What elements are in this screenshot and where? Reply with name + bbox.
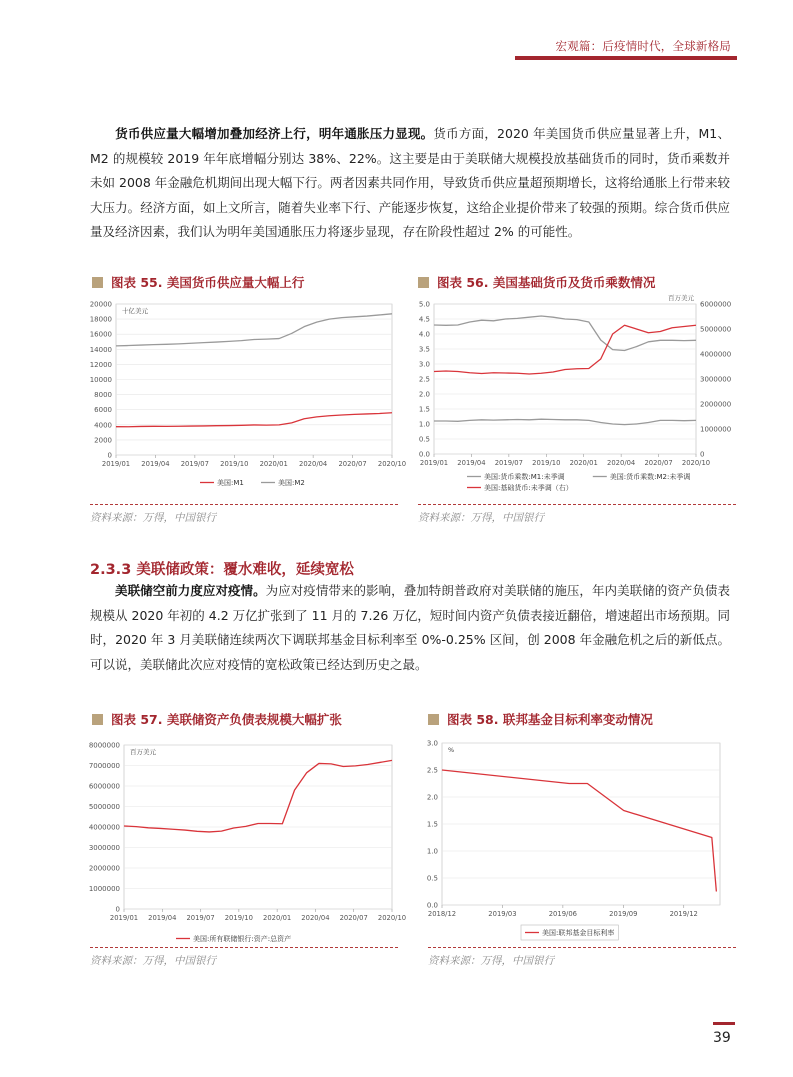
y-right-tick-label: 1000000 xyxy=(700,425,732,434)
y-tick-label: 14000 xyxy=(89,345,112,354)
figure-56-chart xyxy=(412,296,736,496)
figure-58-chart xyxy=(420,735,728,947)
figure-55-title-text: 图表 55. 美国货币供应量大幅上行 xyxy=(111,275,305,290)
unit-label: % xyxy=(448,746,455,754)
legend-label-1: 美国:货币乘数:M2:未季调 xyxy=(609,473,691,481)
x-tick-label: 2019/03 xyxy=(488,910,517,918)
x-tick-label: 2019/04 xyxy=(148,914,177,922)
y-right-tick-label: 4000000 xyxy=(700,350,732,359)
series-line-0 xyxy=(442,770,716,892)
y-tick-label: 3000000 xyxy=(88,844,120,852)
y-tick-label: 3.5 xyxy=(418,345,430,354)
x-tick-label: 2019/01 xyxy=(419,459,449,467)
legend-label-0: 美国:货币乘数:M1:未季调 xyxy=(484,473,565,481)
series-line-0 xyxy=(124,760,392,832)
y-tick-label: 2.5 xyxy=(426,766,438,775)
y-tick-label: 1.5 xyxy=(418,405,430,414)
x-tick-label: 2020/10 xyxy=(681,459,711,467)
y-tick-label: 6000000 xyxy=(88,782,120,791)
header-rule xyxy=(515,56,737,60)
y-tick-label: 10000 xyxy=(89,376,112,384)
figure-marker-icon xyxy=(92,714,103,725)
legend xyxy=(176,934,291,943)
legend-label-0: 美国:M1 xyxy=(217,479,244,487)
figure-57-chart xyxy=(88,735,407,947)
y-tick-label: 20000 xyxy=(89,300,112,309)
figure-58-title-text: 图表 58. 联邦基金目标利率变动情况 xyxy=(447,712,653,727)
legend xyxy=(200,478,305,487)
x-tick-label: 2019/10 xyxy=(220,460,249,468)
legend-label-2: 美国:基础货币:未季调（右） xyxy=(484,484,573,492)
y-tick-label: 2000 xyxy=(94,436,112,445)
figure-55-source: 资料来源：万得，中国银行 xyxy=(90,512,216,524)
y-tick-label: 0.0 xyxy=(418,450,430,459)
y-tick-label: 4000000 xyxy=(88,823,120,832)
y-tick-label: 6000 xyxy=(94,406,112,415)
figure-marker-icon xyxy=(418,277,429,288)
y-tick-label: 1.5 xyxy=(426,820,438,829)
x-tick-label: 2019/01 xyxy=(109,914,139,922)
y-tick-label: 5000000 xyxy=(88,803,120,811)
y-tick-label: 4.5 xyxy=(418,315,430,324)
x-tick-label: 2019/04 xyxy=(457,459,486,467)
page-number-bar xyxy=(713,1022,735,1025)
figure-58-source: 资料来源：万得，中国银行 xyxy=(428,955,554,967)
legend-label-0: 美国:联邦基金目标利率 xyxy=(542,929,615,937)
y-right-tick-label: 5000000 xyxy=(700,325,732,334)
legend xyxy=(467,472,690,492)
x-tick-label: 2019/09 xyxy=(609,910,638,918)
f56-svg xyxy=(412,296,736,496)
y-right-tick-label: 0 xyxy=(700,450,705,459)
y-right-tick-label: 6000000 xyxy=(700,300,732,309)
x-tick-label: 2019/10 xyxy=(224,914,253,922)
figure-56-source-rule xyxy=(418,504,736,505)
y-tick-label: 3.0 xyxy=(418,360,430,369)
series-line-1 xyxy=(434,316,696,351)
y-tick-label: 4.0 xyxy=(418,330,430,339)
x-tick-label: 2019/07 xyxy=(186,914,215,922)
y-tick-label: 18000 xyxy=(89,315,112,324)
y-tick-label: 1.0 xyxy=(418,420,430,429)
figure-55-source-rule xyxy=(90,504,398,505)
x-tick-label: 2020/07 xyxy=(644,459,673,467)
header-title: 宏观篇：后疫情时代，全球新格局 xyxy=(555,39,731,53)
y-tick-label: 0.5 xyxy=(426,874,438,883)
y-tick-label: 2.0 xyxy=(418,390,430,399)
y-tick-label: 8000 xyxy=(94,391,112,400)
y-tick-label: 0.5 xyxy=(418,435,430,444)
x-tick-label: 2020/10 xyxy=(377,914,407,922)
x-tick-label: 2020/04 xyxy=(299,460,328,468)
f58-svg xyxy=(420,735,728,947)
y-tick-label: 2000000 xyxy=(88,864,120,873)
y-tick-label: 1.0 xyxy=(426,847,438,856)
right-unit-label: 百万美元 xyxy=(668,294,694,302)
figure-55-chart xyxy=(88,296,407,491)
figure-56-source: 资料来源：万得，中国银行 xyxy=(418,512,544,524)
legend-label-1: 美国:M2 xyxy=(278,479,305,487)
unit-label: 百万美元 xyxy=(130,748,156,756)
y-tick-label: 7000000 xyxy=(88,762,120,770)
y-tick-label: 4000 xyxy=(94,421,112,430)
y-tick-label: 3.0 xyxy=(426,739,438,748)
y-right-tick-label: 3000000 xyxy=(700,375,732,384)
y-tick-label: 2.5 xyxy=(418,375,430,384)
figure-57-title xyxy=(92,710,342,728)
x-tick-label: 2020/07 xyxy=(339,914,368,922)
unit-label: 十亿美元 xyxy=(122,307,148,315)
figure-57-source: 资料来源：万得，中国银行 xyxy=(90,955,216,967)
y-tick-label: 0 xyxy=(115,905,120,914)
page-number: 39 xyxy=(713,1030,731,1046)
y-tick-label: 0 xyxy=(107,451,112,460)
section-heading: 2.3.3 美联储政策：覆水难收，延续宽松 xyxy=(90,562,354,578)
y-tick-label: 5.0 xyxy=(418,300,430,309)
x-tick-label: 2019/06 xyxy=(548,910,577,918)
figure-56-title xyxy=(418,273,655,291)
x-tick-label: 2018/12 xyxy=(427,910,457,918)
paragraph-2 xyxy=(90,579,730,677)
figure-58-title xyxy=(428,710,653,728)
figure-56-title-text: 图表 56. 美国基础货币及货币乘数情况 xyxy=(437,275,656,290)
x-tick-label: 2019/12 xyxy=(669,910,698,918)
f55-svg xyxy=(88,296,407,491)
figure-marker-icon xyxy=(428,714,439,725)
x-tick-label: 2019/07 xyxy=(180,460,209,468)
x-tick-label: 2020/04 xyxy=(607,459,636,467)
series-line-1 xyxy=(116,314,392,346)
paragraph-1-lead: 货币供应量大幅增加叠加经济上行，明年通胀压力显现。 xyxy=(115,126,434,141)
x-tick-label: 2020/01 xyxy=(263,914,292,922)
x-tick-label: 2019/07 xyxy=(494,459,523,467)
paragraph-1-body: 货币方面，2020 年美国货币供应量显著上升，M1、M2 的规模较 2019 年年底增幅分别达 38%、22%。这主要是由于美联储大规模投放基础货币的同时，货币乘数并未如 2008 年金融危机期间出现大幅下行。两者因素共同作用，导致货币供应量超预期增长，这将给通胀上行带来较大压力。经济方面，如上文所言，随着失业率下行、产能逐步恢复，这给企业提价带来了较强的预期。综合货币供应量及经济因素，我们认为明年美国通胀压力将逐步显现，存在阶段性超过 2% 的可能性。 xyxy=(90,126,730,239)
f57-svg xyxy=(88,735,407,947)
legend-label-0: 美国:所有联储银行:资产:总资产 xyxy=(193,935,292,943)
paragraph-1 xyxy=(90,122,730,245)
x-tick-label: 2019/01 xyxy=(101,460,131,468)
figure-55-title xyxy=(92,273,304,291)
figure-marker-icon xyxy=(92,277,103,288)
figure-57-title-text: 图表 57. 美联储资产负债表规模大幅扩张 xyxy=(111,712,342,727)
x-tick-label: 2020/01 xyxy=(569,459,598,467)
y-tick-label: 0.0 xyxy=(426,901,438,910)
figure-57-source-rule xyxy=(90,947,398,948)
x-tick-label: 2020/10 xyxy=(377,460,407,468)
y-tick-label: 8000000 xyxy=(88,741,120,750)
series-line-2 xyxy=(434,325,696,374)
x-tick-label: 2020/04 xyxy=(301,914,330,922)
y-tick-label: 16000 xyxy=(89,330,112,339)
paragraph-2-body: 为应对疫情带来的影响，叠加特朗普政府对美联储的施压，年内美联储的资产负债表规模从 2020 年初的 4.2 万亿扩张到了 11 月的 7.26 万亿，短时间内资产负债表接近翻倍，增速超出市场预期。同时，2020 年 3 月美联储连续两次下调联邦基金目标利率至 0%-0.25% 区间，创 2008 年金融危机之后的新低点。可以说，美联储此次应对疫情的宽松政策已经达到历史之最。 xyxy=(90,583,730,672)
x-tick-label: 2019/10 xyxy=(532,459,561,467)
x-tick-label: 2019/04 xyxy=(141,460,170,468)
paragraph-2-lead: 美联储空前力度应对疫情。 xyxy=(115,583,266,598)
figure-58-source-rule xyxy=(428,947,736,948)
x-tick-label: 2020/01 xyxy=(259,460,288,468)
y-tick-label: 1000000 xyxy=(88,885,120,893)
legend xyxy=(525,928,614,937)
y-tick-label: 12000 xyxy=(89,360,112,369)
x-tick-label: 2020/07 xyxy=(338,460,367,468)
y-tick-label: 2.0 xyxy=(426,793,438,802)
y-right-tick-label: 2000000 xyxy=(700,400,732,409)
